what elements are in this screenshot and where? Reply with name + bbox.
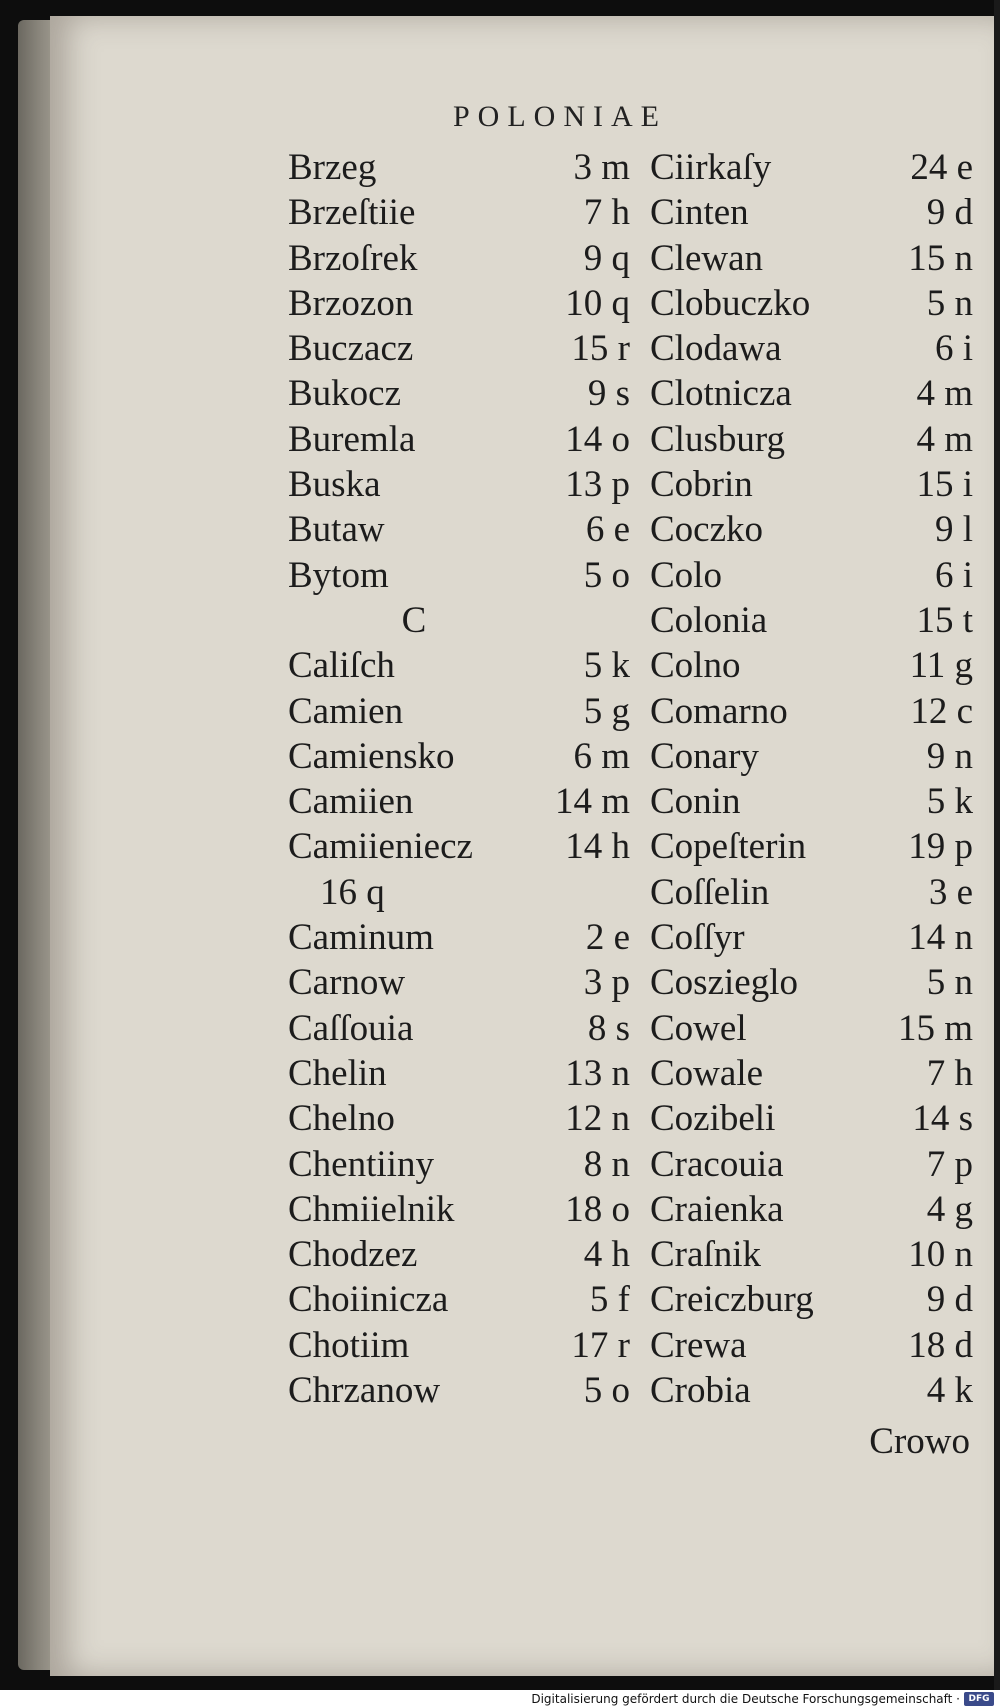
left-index-column [288, 145, 630, 1413]
place-name: Camien [288, 690, 404, 732]
index-entry [650, 190, 973, 235]
index-entry [650, 734, 973, 779]
index-entry [288, 281, 630, 326]
place-name: Bytom [288, 554, 389, 596]
index-entry [650, 689, 973, 734]
map-reference: 14 s [912, 1098, 973, 1140]
index-entry [650, 598, 973, 643]
map-reference: 18 d [908, 1324, 973, 1366]
index-entry [288, 779, 630, 824]
dfg-logo: DFG [964, 1692, 994, 1706]
place-name: Caminum [288, 917, 434, 959]
index-entry [650, 1368, 973, 1413]
place-name: Carnow [288, 962, 406, 1004]
place-name: Caliſch [288, 645, 395, 687]
map-reference: 3 e [928, 871, 973, 913]
map-reference: 15 m [897, 1007, 973, 1049]
index-entry [288, 1277, 630, 1322]
map-reference: 5 k [926, 781, 973, 823]
place-name: Camiien [288, 781, 414, 823]
map-reference: 5 o [583, 1370, 630, 1412]
place-name: Chrzanow [288, 1370, 441, 1412]
index-entry [288, 734, 630, 779]
map-reference: 3 m [573, 147, 630, 188]
index-entry [650, 1277, 973, 1322]
index-entry [650, 1187, 973, 1232]
page-right-border [994, 0, 1000, 1690]
index-entry [288, 915, 630, 960]
place-name: Buremla [288, 418, 416, 460]
index-entry [650, 326, 973, 371]
place-name: Cracouia [650, 1143, 784, 1185]
place-name: Clodawa [650, 328, 782, 370]
map-reference: 7 h [583, 192, 630, 234]
map-reference: 6 m [573, 735, 630, 777]
index-entry [650, 1323, 973, 1368]
index-entry [288, 1232, 630, 1277]
index-entry [650, 915, 973, 960]
place-name: Bukocz [288, 373, 402, 415]
place-name: Crobia [650, 1370, 751, 1412]
place-name: Chotiim [288, 1324, 410, 1366]
place-name: Clobuczko [650, 282, 811, 324]
index-entry [650, 779, 973, 824]
map-reference: 10 q [565, 282, 630, 324]
index-entry [650, 824, 973, 869]
index-entry [650, 960, 973, 1005]
place-name: Chodzez [288, 1234, 418, 1276]
place-name: Clewan [650, 237, 764, 279]
place-name: Coszieglo [650, 962, 798, 1004]
index-entry [650, 1006, 973, 1051]
index-entry [650, 417, 973, 462]
map-reference: 4 h [583, 1234, 630, 1276]
place-name: Caſſouia [288, 1007, 414, 1049]
map-reference: 15 i [916, 464, 973, 506]
place-name: Craienka [650, 1188, 784, 1230]
place-name: 16 q [320, 871, 385, 913]
place-name: Butaw [288, 509, 385, 551]
map-reference: 14 m [554, 781, 630, 823]
place-name: Cowale [650, 1052, 764, 1094]
map-reference: 8 n [583, 1143, 630, 1185]
map-reference: 9 d [926, 1279, 973, 1321]
index-entry [650, 1096, 973, 1141]
place-name: Cobrin [650, 464, 753, 506]
place-name: Brzozon [288, 282, 414, 324]
map-reference: 12 c [910, 690, 973, 732]
index-entry [288, 1323, 630, 1368]
map-reference: 14 n [908, 917, 973, 959]
place-name: Colo [650, 554, 722, 596]
map-reference: 5 n [926, 282, 973, 324]
index-entry [288, 870, 630, 915]
index-entry [288, 190, 630, 235]
place-name: Cowel [650, 1007, 747, 1049]
map-reference: 9 l [934, 509, 973, 551]
map-reference: 9 n [926, 735, 973, 777]
map-reference: 7 p [926, 1143, 973, 1185]
place-name: Conin [650, 781, 741, 823]
index-entry [650, 553, 973, 598]
place-name: Camiensko [288, 735, 455, 777]
section-letter [288, 598, 630, 643]
index-entry [288, 960, 630, 1005]
map-reference: 24 e [910, 147, 973, 188]
index-entry [288, 824, 630, 869]
place-name: Clusburg [650, 418, 786, 460]
place-name: Buska [288, 464, 381, 506]
map-reference: 12 n [565, 1098, 630, 1140]
map-reference: 11 g [909, 645, 973, 687]
index-entry [288, 145, 630, 190]
index-entry [288, 1187, 630, 1232]
place-name: Chmiielnik [288, 1188, 455, 1230]
index-entry [650, 371, 973, 416]
index-entry [288, 1006, 630, 1051]
map-reference: 4 g [926, 1188, 973, 1230]
map-reference: 2 e [585, 917, 630, 959]
place-name: Chelin [288, 1052, 387, 1094]
map-reference: 5 k [583, 645, 630, 687]
place-name: Chentiiny [288, 1143, 434, 1185]
map-reference: 9 d [926, 192, 973, 234]
map-reference: 10 n [908, 1234, 973, 1276]
index-entry [288, 417, 630, 462]
map-reference: 15 n [908, 237, 973, 279]
map-reference: 8 s [587, 1007, 630, 1049]
place-name: Brzeſtiie [288, 192, 416, 234]
index-entry [288, 462, 630, 507]
place-name: Crewa [650, 1324, 747, 1366]
index-entry [650, 1142, 973, 1187]
index-entry [650, 236, 973, 281]
footer-credit: Digitalisierung gefördert durch die Deutsche Forschungsgemeinschaft · [531, 1692, 960, 1706]
right-index-column [650, 145, 973, 1413]
place-name: Chelno [288, 1098, 395, 1140]
place-name: Cinten [650, 192, 749, 234]
index-entry [288, 236, 630, 281]
map-reference: 13 p [565, 464, 630, 506]
map-reference: 5 n [926, 962, 973, 1004]
map-reference: 6 e [585, 509, 630, 551]
index-entry [650, 1051, 973, 1096]
map-reference: 9 q [583, 237, 630, 279]
index-entry [288, 1142, 630, 1187]
index-entry [288, 643, 630, 688]
place-name: Choiinicza [288, 1279, 449, 1321]
index-entry [288, 371, 630, 416]
index-entry [288, 1368, 630, 1413]
place-name: Cozibeli [650, 1098, 776, 1140]
index-entry [288, 1051, 630, 1096]
map-reference: 5 f [589, 1279, 630, 1321]
place-name: Craſnik [650, 1234, 761, 1276]
map-reference: 5 o [583, 554, 630, 596]
place-name: Clotnicza [650, 373, 792, 415]
index-entry [650, 643, 973, 688]
map-reference: 6 i [934, 554, 973, 596]
map-reference: 7 h [926, 1052, 973, 1094]
map-reference: 17 r [571, 1324, 630, 1366]
page-title: POLONIAE [453, 100, 667, 133]
place-name: Creiczburg [650, 1279, 814, 1321]
map-reference: 9 s [587, 373, 630, 415]
place-name: Buczacz [288, 328, 414, 370]
place-name: Colonia [650, 599, 768, 641]
index-entry [650, 507, 973, 552]
index-entry [288, 1096, 630, 1141]
index-entry [288, 507, 630, 552]
place-name: Camiieniecz [288, 826, 473, 868]
place-name: Brzeg [288, 147, 377, 188]
place-name: Ciirkaſy [650, 147, 772, 188]
map-reference: 3 p [583, 962, 630, 1004]
place-name: Brzoſrek [288, 237, 418, 279]
map-reference: 14 o [565, 418, 630, 460]
map-reference: 14 h [565, 826, 630, 868]
map-reference: 19 p [908, 826, 973, 868]
index-entry [288, 689, 630, 734]
index-entry [650, 870, 973, 915]
map-reference: 15 t [916, 599, 973, 641]
map-reference: 15 r [571, 328, 630, 370]
place-name: C [401, 599, 427, 641]
place-name: Coſſyr [650, 917, 745, 959]
map-reference: 4 m [916, 418, 973, 460]
catchword: Crowo [869, 1421, 970, 1462]
index-entry [288, 553, 630, 598]
place-name: Coczko [650, 509, 764, 551]
place-name: Colno [650, 645, 741, 687]
map-reference: 6 i [934, 328, 973, 370]
place-name: Comarno [650, 690, 788, 732]
place-name: Copeſterin [650, 826, 807, 868]
map-reference: 5 g [583, 690, 630, 732]
map-reference: 13 n [565, 1052, 630, 1094]
place-name: Coſſelin [650, 871, 770, 913]
map-reference: 4 m [916, 373, 973, 415]
index-entry [288, 326, 630, 371]
index-entry [650, 281, 973, 326]
index-entry [650, 145, 973, 190]
index-entry [650, 1232, 973, 1277]
map-reference: 4 k [926, 1370, 973, 1412]
place-name: Conary [650, 735, 759, 777]
map-reference: 18 o [565, 1188, 630, 1230]
index-entry [650, 462, 973, 507]
